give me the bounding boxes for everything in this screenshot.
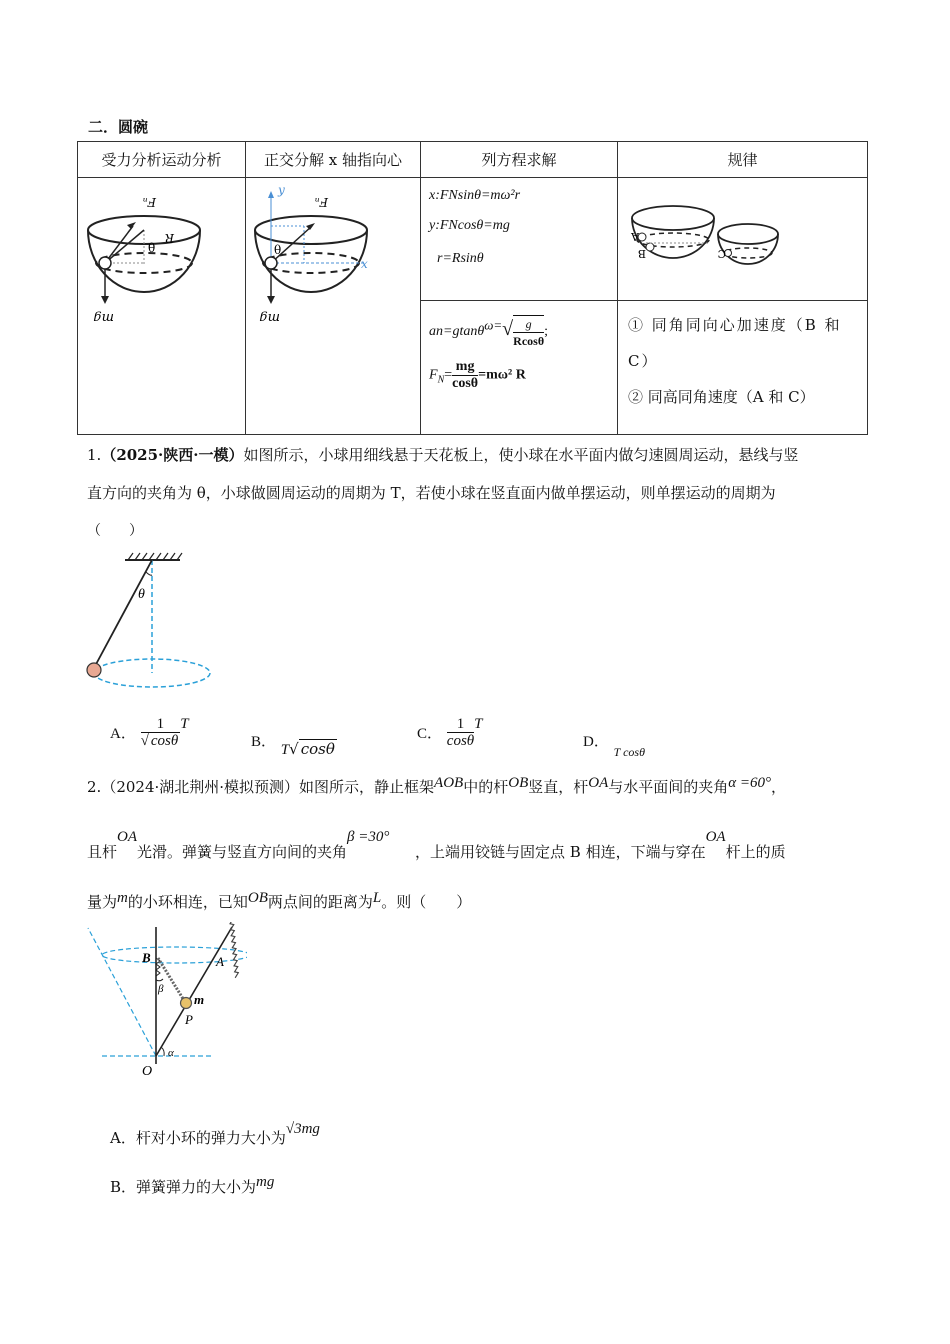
q2-opt-a-text: A．杆对小环的弹力大小为 <box>110 1129 286 1147</box>
q2-t2a: 且杆 <box>87 843 118 861</box>
label-fn: Fₙ <box>142 195 156 209</box>
bowl-force-figure <box>78 178 246 410</box>
q2-t1c: 竖直，杆 <box>528 778 589 796</box>
label-c: C <box>717 247 726 260</box>
opt-c-frac <box>447 716 474 749</box>
opt-d-text: T cosθ <box>613 745 645 759</box>
eq-omega: ω= <box>484 317 503 333</box>
opt-a-label: A． <box>110 726 136 742</box>
opt-c-num: 1 <box>447 716 474 733</box>
eq-y: y:FNcosθ=mg <box>429 218 510 233</box>
opt-a-num: 1 <box>141 716 181 733</box>
fig-label-alpha: α <box>168 1047 174 1059</box>
fn-num: mg <box>452 359 478 376</box>
label-y: y <box>278 183 285 197</box>
q2-t3c: 两点间的距离为 <box>267 893 373 911</box>
q2-l: L <box>372 890 382 906</box>
q1-text-1: 如图所示，小球用细线悬于天花板上，使小球在水平面内做匀速圆周运动，悬线与竖 <box>243 446 799 464</box>
q2-beta: β =30° <box>347 829 390 845</box>
eq-r: r=Rsinθ <box>437 251 484 266</box>
header-decomposition: 正交分解 x 轴指向心 <box>246 142 421 178</box>
q2-oa: OA <box>588 775 609 791</box>
fig-label-o: O <box>142 1064 153 1079</box>
q2-opt-a-math: √3mg <box>285 1121 320 1137</box>
omega-den: Rcosθ <box>513 334 545 348</box>
header-equations: 列方程求解 <box>421 142 618 178</box>
opt-b-sqrt: cosθ <box>300 740 335 758</box>
opt-b-lead: T <box>280 742 290 758</box>
opt-c-label: C． <box>417 726 443 742</box>
q1-option-c[interactable] <box>417 716 483 749</box>
opt-a-den: cosθ <box>150 733 179 749</box>
q2-ob-2: OB <box>247 890 268 906</box>
cell-fig3 <box>618 178 868 301</box>
q2-number: 2. <box>87 778 102 796</box>
q1-line1 <box>87 444 799 466</box>
q1-number: 1. <box>87 446 102 464</box>
two-bowls-figure <box>618 178 868 288</box>
header-force-analysis: 受力分析运动分析 <box>78 142 246 178</box>
eq-fn-sub: N <box>437 374 445 386</box>
fig-label-a: A <box>216 954 224 969</box>
eq-fn-lhs: F <box>429 367 438 383</box>
q2-t3b: 的小环相连，已知 <box>127 893 248 911</box>
q2-source: （2024·湖北荆州·模拟预测） <box>101 778 300 796</box>
q2-ob: OB <box>508 775 529 791</box>
label-b: B <box>637 247 646 260</box>
label-x: x <box>361 257 368 271</box>
rule-1: ① 同角同向心加速度（B 和 C） <box>628 316 842 370</box>
cell-fig1 <box>78 178 246 435</box>
q2-t1d: 与水平面间的夹角 <box>608 778 729 796</box>
q2-t3a: 量为 <box>87 893 118 911</box>
q1-option-b[interactable]: B． T√ cosθ <box>251 734 335 758</box>
q2-alpha: α =60° <box>728 775 772 791</box>
q1-bracket: （ ） <box>87 523 143 539</box>
q2-t2c: ，上端用铰链与固定点 B 相连，下端与穿在 <box>415 843 706 861</box>
q2-line3 <box>87 891 471 914</box>
q2-t2b: 光滑。弹簧与竖直方向间的夹角 <box>137 843 348 861</box>
q2-oa-3: OA <box>705 829 726 845</box>
bowl-decomposition-figure <box>246 178 421 410</box>
opt-a-tail: T <box>180 716 189 732</box>
opt-c-tail: T <box>474 716 483 732</box>
q2-m: m <box>117 890 128 906</box>
label-r: R <box>164 231 174 245</box>
q2-t3d: 。则（ ） <box>381 893 472 911</box>
cell-rules <box>618 301 868 435</box>
section-title: 二．圆碗 <box>88 118 149 136</box>
opt-b-label: B． <box>251 734 277 750</box>
q1-line2: 直方向的夹角为 θ，小球做圆周运动的周期为 T，若使小球在竖直面内做单摆运动，则单摆运动的周期为 <box>87 484 776 502</box>
eq-fn-rhs: =mω² R <box>478 367 526 383</box>
q2-option-a[interactable] <box>110 1121 320 1148</box>
q2-line1 <box>87 776 786 799</box>
label-fn: Fₙ <box>314 195 328 209</box>
q1-theta-label: θ <box>138 587 145 602</box>
opt-c-den: cosθ <box>446 733 475 749</box>
cell-eqs-2 <box>421 301 618 435</box>
q2-t1e: ， <box>771 778 787 796</box>
header-rules: 规律 <box>618 142 868 178</box>
eq-fn-row: $F_N=$ $\frac{mg}{\cos\theta}$ =mω² R <box>429 359 526 391</box>
opt-d-label: D． <box>583 734 609 750</box>
fn-den: cosθ <box>452 376 479 391</box>
omega-end: ; <box>544 324 548 340</box>
fig-label-beta: β <box>158 983 164 995</box>
q1-source: （2025·陕西·一模） <box>101 446 244 464</box>
q2-t2d: 杆上的质 <box>725 843 786 861</box>
omega-num: g <box>513 316 544 333</box>
cell-eqs-1 <box>421 178 618 301</box>
label-a: A <box>631 230 639 243</box>
label-theta: θ <box>148 241 156 255</box>
fn-fraction <box>452 359 478 392</box>
eq-an-row: an=gtanθ$^{\omega=}$√ $\frac{g}{Rcos\theta}$ ; <box>429 317 548 348</box>
q2-opt-b-math: mg <box>256 1174 275 1190</box>
q2-t1b: 中的杆 <box>463 778 509 796</box>
q2-aob: AOB <box>434 775 464 791</box>
q2-oa-2: OA <box>117 829 138 845</box>
q2-frame-figure <box>82 922 247 1082</box>
q1-option-a[interactable] <box>110 716 189 749</box>
q2-line2 <box>87 829 786 864</box>
rule-2: ② 同高同角速度（A 和 C） <box>628 388 815 406</box>
q1-pendulum-figure <box>80 545 220 695</box>
fig-label-p: P <box>185 1012 193 1027</box>
label-mg: mg <box>93 310 114 325</box>
cell-fig2 <box>246 178 421 435</box>
fig-label-m: m <box>194 992 205 1007</box>
label-theta: θ <box>274 243 282 257</box>
label-mg: mg <box>259 310 280 325</box>
eq-an: an=gtanθ <box>429 324 485 340</box>
opt-a-frac: $\frac{1}{√ \cos\theta}$ <box>140 716 179 749</box>
eq-x: x:FNsinθ=mω²r <box>429 188 521 203</box>
q2-opt-b-text: B．弹簧弹力的大小为 <box>110 1178 257 1196</box>
fig-label-b: B <box>142 950 151 965</box>
omega-fraction <box>513 315 544 349</box>
q2-option-b[interactable] <box>110 1176 274 1197</box>
summary-table <box>77 141 868 435</box>
q2-t1a: 如图所示，静止框架 <box>299 778 435 796</box>
